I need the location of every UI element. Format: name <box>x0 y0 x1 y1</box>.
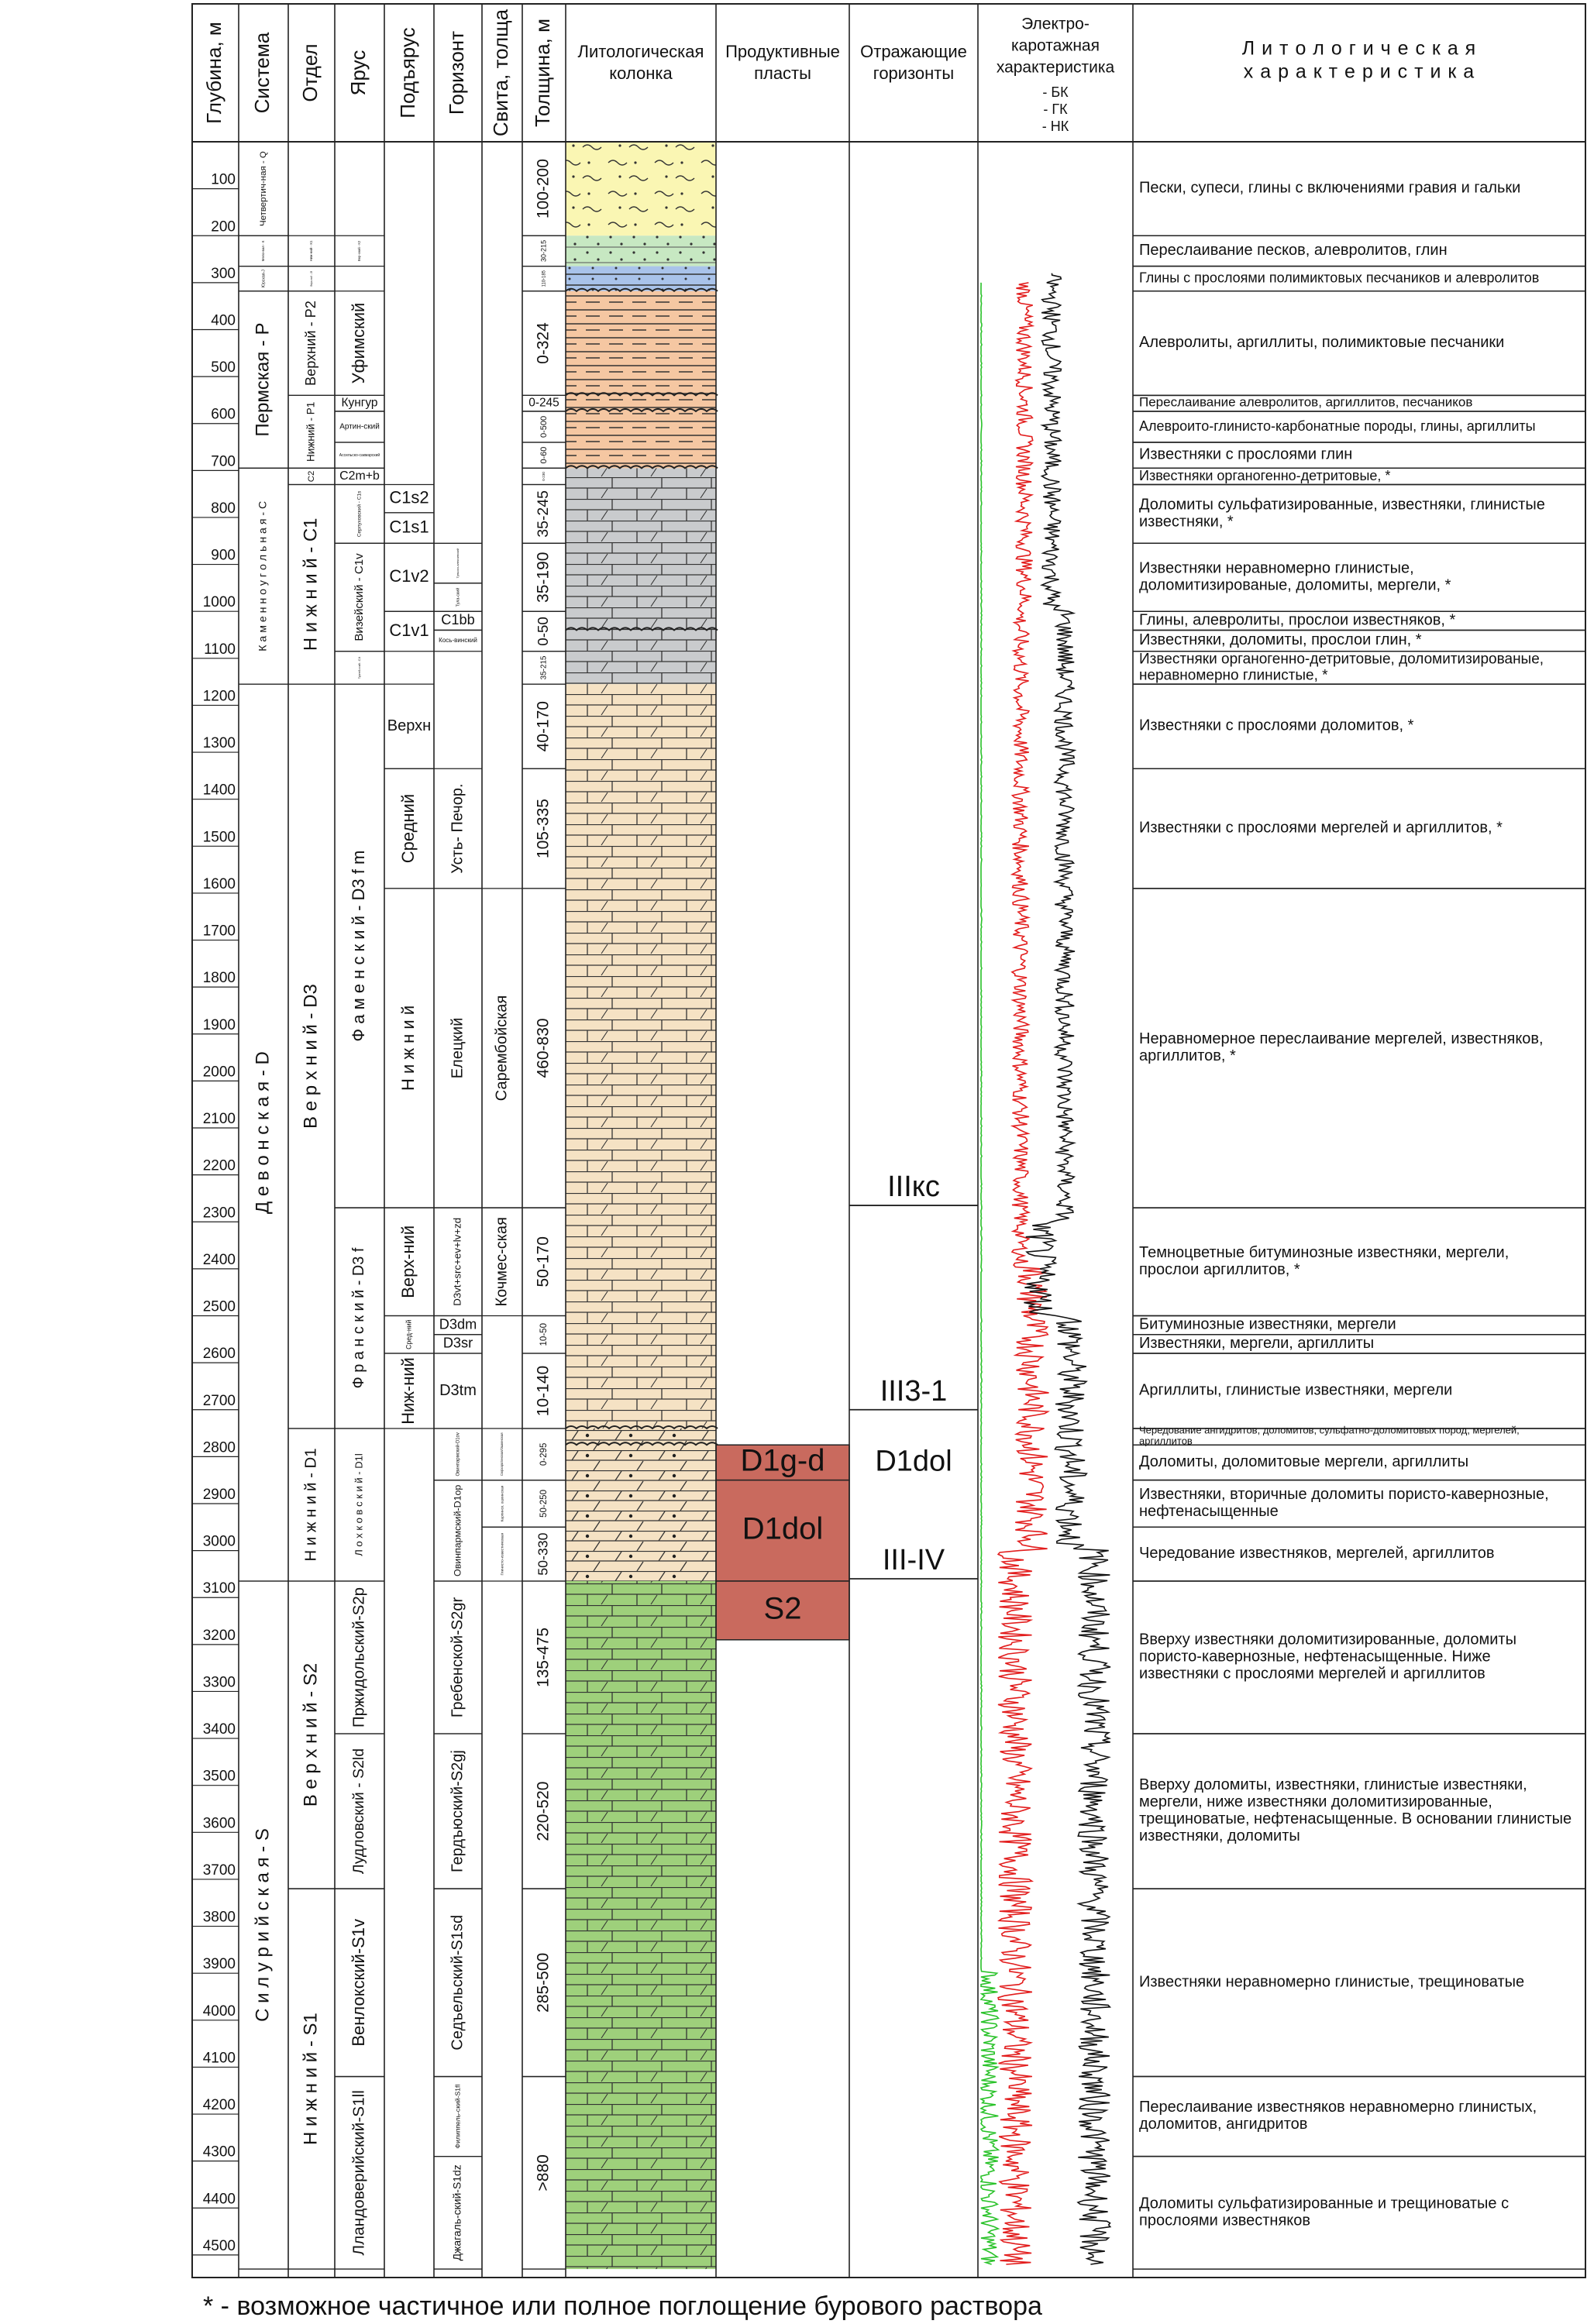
depth-tick: 1400 <box>202 782 236 799</box>
depth-tick: 500 <box>211 359 236 376</box>
legend-entry: - ГК <box>1043 101 1068 117</box>
depth-tick: 600 <box>211 406 236 423</box>
stages-label: Лландоверийский-S1ll <box>349 2090 368 2256</box>
lithology-description: Аргиллиты, глинистые известняки, мергели <box>1139 1381 1453 1399</box>
lithology-description: Известняки, вторичные доломиты пористо-кавернозные, нефтенасыщенные <box>1139 1486 1549 1521</box>
lithology-description: Темноцветные битуминозные известняки, мергели, прослои аргиллитов, * <box>1139 1244 1510 1279</box>
systems-label: С и л у р и й с к а я - S <box>252 1828 274 2022</box>
header-suite: Свита, толща <box>488 9 512 137</box>
stages-label: Вер-хний - К2 <box>357 240 362 262</box>
thickness-label: 220-520 <box>534 1781 553 1841</box>
substages-label: Верх-ний <box>398 1225 418 1298</box>
lithology-description: Переслаивание алевролитов, аргиллитов, песчаников <box>1139 395 1473 411</box>
sections-label: Верх-ний - J3 <box>309 270 313 287</box>
depth-tick: 300 <box>211 265 236 282</box>
depth-tick: 3300 <box>202 1674 236 1691</box>
lithology-description: Неравномерное переслаивание мергелей, известняков, аргиллитов, * <box>1139 1030 1544 1065</box>
depth-tick: 2500 <box>202 1298 236 1315</box>
systems-label: К а м е н н о у г о л ь н а я - С <box>256 500 269 651</box>
header-reflecting: горизонты <box>873 63 955 83</box>
stages-label: Турней-ский - С1t <box>357 656 361 679</box>
header-lithology-column: колонка <box>609 63 673 83</box>
depth-tick: 4300 <box>202 2144 236 2161</box>
nk-log-curve <box>981 283 999 2264</box>
horizons-label: D3vt+src+ev+lv+zd <box>451 1217 463 1306</box>
lithology-description: Известняки, доломиты, прослои глин, * <box>1139 631 1422 649</box>
header-substage: Подъярус <box>395 27 419 119</box>
stages-label: Визейский - С1v <box>352 553 366 641</box>
substages-label: Средний <box>398 793 418 864</box>
depth-tick: 1800 <box>202 970 236 987</box>
thickness-label: 10-50 <box>539 1322 549 1346</box>
substages-label: Ниж-ний <box>398 1357 418 1425</box>
depth-tick: 1000 <box>202 594 236 611</box>
horizons-label: Джагаль-ский-S1dz <box>450 2164 463 2261</box>
lithology-description: Известняки органогенно-детритовые, * <box>1139 467 1391 483</box>
thickness-label: 50-250 <box>539 1489 549 1518</box>
thickness-label: >880 <box>534 2154 553 2192</box>
depth-tick: 3700 <box>202 1862 236 1879</box>
stages-label: Лудловский - S2ld <box>350 1748 368 1875</box>
horizons-label: Тула-ский <box>456 587 461 607</box>
depth-tick: 100 <box>211 171 236 188</box>
depth-tick: 1300 <box>202 735 236 752</box>
thickness-label: 0-230 <box>542 472 546 481</box>
thickness-label: 0-50 <box>534 617 551 646</box>
stages-label: Кунгур <box>341 396 378 410</box>
lithology-description: Доломиты, доломитовые мергели, аргиллиты <box>1139 1453 1469 1471</box>
stages-label: Артин-ский <box>339 422 380 431</box>
header-electro: характеристика <box>996 58 1115 77</box>
depth-tick: 2000 <box>202 1064 236 1081</box>
thickness-label: 50-330 <box>535 1532 551 1576</box>
thickness-label: 135-475 <box>534 1627 553 1688</box>
header-stage: Ярус <box>346 50 370 96</box>
lithology-description: Чередование ангидритов, доломитов, сульфатно-доломитовых пород, мергелей, аргиллитов <box>1139 1424 1520 1448</box>
substages-label: С1s2 <box>389 487 429 507</box>
thickness-label: 35-215 <box>539 655 549 680</box>
horizons-label: D3sr <box>442 1335 473 1351</box>
suites-label: Кочмес-ская <box>493 1217 511 1307</box>
thickness-label: 460-830 <box>534 1018 553 1078</box>
thickness-label: 0-324 <box>534 322 553 364</box>
stages-label: Венлокский-S1v <box>348 1918 368 2047</box>
legend-entry: - НК <box>1041 118 1069 134</box>
thickness-label: 105-335 <box>534 799 553 859</box>
thickness-label: 110-185 <box>542 270 547 287</box>
substages-label: Н и ж н и й <box>398 1005 418 1092</box>
thickness-label: 35-190 <box>534 552 553 603</box>
header-electro: каротажная <box>1011 36 1100 55</box>
thickness-label: 0-245 <box>528 396 559 410</box>
suites-label: Карпинск. ошкинская <box>501 1485 505 1522</box>
lithology-description: Известняки с прослоями глин <box>1139 445 1353 463</box>
lithology-description: Переслаивание известняков неравномерно глинистых, доломитов, ангидритов <box>1139 2099 1537 2133</box>
horizons-label: Овинпармский-D1ov <box>456 1432 461 1477</box>
lithology-description: Известняки, мергели, аргиллиты <box>1139 1335 1375 1353</box>
productive-label: S2 <box>763 1591 802 1626</box>
stages-label: Ф р а н с к и й - D3 f <box>350 1247 368 1389</box>
productive-label: D1g-d <box>740 1443 825 1478</box>
litho-band <box>566 266 716 291</box>
stages-label: Ф а м е н с к и й - D3 f m <box>348 850 368 1042</box>
substages-label: Сред-ний <box>404 1319 413 1349</box>
thickness-label: 0-60 <box>539 446 549 464</box>
reflecting-horizon-label: D1dol <box>875 1445 952 1478</box>
depth-tick: 3200 <box>202 1627 236 1644</box>
thickness-label: 285-500 <box>534 1952 553 2013</box>
horizons-label: Кось-винский <box>439 637 477 645</box>
depth-tick: 900 <box>211 547 236 564</box>
depth-tick: 2300 <box>202 1205 236 1222</box>
depth-tick: 1600 <box>202 875 236 892</box>
depth-tick: 2200 <box>202 1157 236 1174</box>
header-depth: Глубина, м <box>201 22 225 124</box>
sections-label: С2 <box>307 470 317 483</box>
litho-band <box>566 142 716 235</box>
horizons-label: Седъельский-S1sd <box>449 1914 466 2051</box>
header-lithology-desc: Л и т о л о г и ч е с к а я <box>1241 37 1477 60</box>
depth-tick: 4200 <box>202 2097 236 2114</box>
depth-tick: 3800 <box>202 1909 236 1926</box>
depth-tick: 2700 <box>202 1392 236 1409</box>
sections-label: Верхний - Р2 <box>302 301 318 387</box>
depth-tick: 4400 <box>202 2191 236 2208</box>
stages-label: Серпуховский - С1s <box>356 490 363 538</box>
litho-band <box>566 235 716 266</box>
horizons-label: D3dm <box>439 1316 477 1332</box>
depth-tick: 2900 <box>202 1486 236 1503</box>
horizons-label: Гердъюский-S2gj <box>449 1750 466 1872</box>
suites-label: Сюрхаратинская/Ошкинская <box>500 1432 504 1477</box>
lithology-description: Вверху доломиты, известняки, глинистые известняки, мергели, ниже известняки доломитизированные, трещиноватые, нефтенасыщенные. В основании глинистые известняки, доломиты <box>1139 1776 1572 1845</box>
header-lithology-column: Литологическая <box>577 41 704 61</box>
thickness-label: 40-170 <box>534 701 553 752</box>
litho-band <box>566 684 716 1428</box>
depth-tick: 200 <box>211 218 236 235</box>
header-section: Отдел <box>298 43 322 102</box>
sections-label: В е р х н и й - D3 <box>300 984 322 1129</box>
thickness-label: 35-245 <box>535 490 553 538</box>
header-thickness: Толщина, м <box>530 19 554 127</box>
footnote: * - возможное частичное или полное поглощение бурового раствора <box>203 2291 1042 2321</box>
thickness-label: 30-215 <box>539 239 548 262</box>
horizons-label: D3tm <box>439 1381 477 1399</box>
lithology-description: Известняки органогенно-детритовые, доломитизированые, неравномерно глинистые, * <box>1139 651 1544 684</box>
sections-label: Н и ж н и й - D1 <box>302 1448 320 1562</box>
lithology-description: Глины с прослоями полимиктовых песчаников и алевролитов <box>1139 270 1540 286</box>
depth-tick: 3500 <box>202 1768 236 1785</box>
depth-tick: 1100 <box>204 641 236 658</box>
suites-label: Глинисто-известняковая <box>501 1532 505 1576</box>
lithology-description: Алевроито-глинисто-карбонатные породы, глины, аргиллиты <box>1139 418 1536 434</box>
depth-tick: 700 <box>211 453 236 470</box>
depth-tick: 4100 <box>202 2050 236 2067</box>
litho-band <box>566 1581 716 2269</box>
header-horizon: Горизонт <box>444 30 468 115</box>
systems-label: Мело-вая - К <box>261 240 266 262</box>
horizons-label: Овинпармский-D1op <box>452 1484 463 1576</box>
reflecting-horizon-label: III-IV <box>882 1544 945 1577</box>
systems-label: Д е в о н с к а я - D <box>252 1051 274 1214</box>
substages-label: С1v1 <box>389 620 429 640</box>
depth-tick: 3900 <box>202 1956 236 1973</box>
sections-label: Н и ж н и й - С1 <box>300 517 322 651</box>
lithology-description: Известняки с прослоями мергелей и аргиллитов, * <box>1139 819 1503 837</box>
reflecting-horizon-label: III3-1 <box>880 1374 948 1408</box>
horizons-label: С1bb <box>441 612 475 628</box>
horizons-label: Елецкий <box>449 1017 466 1079</box>
horizons-label: Филиппель-ский-S1fl <box>453 2084 462 2149</box>
stages-label: Ассельско-сакмарский <box>339 452 380 458</box>
lithology-description: Глины, алевролиты, прослои известняков, * <box>1139 611 1456 629</box>
reflecting-horizon-label: IIIкс <box>887 1171 940 1204</box>
substages-label: Верхн <box>387 717 432 735</box>
stages-label: Л о х к о в с к и й - D1l <box>353 1453 365 1556</box>
litho-band <box>566 1428 716 1581</box>
depth-tick: 3400 <box>202 1721 236 1738</box>
horizons-label: Тульско-алексинский <box>456 548 460 579</box>
depth-tick: 4000 <box>202 2003 236 2020</box>
depth-tick: 1700 <box>202 923 236 940</box>
header-electro: Электро- <box>1021 15 1090 33</box>
depth-tick: 4500 <box>202 2237 236 2254</box>
depth-tick: 800 <box>211 500 236 517</box>
gk-log-curve <box>998 283 1049 2264</box>
depth-tick: 2600 <box>202 1346 236 1363</box>
lithology-description: Известняки неравномерно глинистые, трещиноватые <box>1139 1973 1525 1991</box>
thickness-label: 50-170 <box>534 1236 553 1287</box>
header-reflecting: Отражающие <box>860 41 967 61</box>
lithology-description: Вверху известняки доломитизированные, доломиты пористо-кавернозные, нефтенасыщенные. Ниже известняки с прослоями мергелей и аргиллитов <box>1139 1631 1516 1683</box>
header-productive: Продуктивные <box>725 41 840 61</box>
lithology-description: Известняки с прослоями доломитов, * <box>1139 717 1414 735</box>
horizons-label: Усть- Печор. <box>449 783 466 874</box>
header-lithology-desc: х а р а к т е р и с т и к а <box>1243 60 1475 83</box>
substages-label: С1s1 <box>389 517 429 537</box>
litho-band <box>566 291 716 469</box>
lithology-description: Чередование известняков, мергелей, аргиллитов <box>1139 1545 1495 1563</box>
lithology-description: Алевролиты, аргиллиты, полимиктовые песчаники <box>1139 334 1505 352</box>
depth-tick: 2100 <box>202 1111 236 1128</box>
thickness-label: 0-500 <box>539 415 549 438</box>
legend-entry: - БК <box>1042 84 1069 100</box>
header-system: Система <box>250 32 274 114</box>
lithology-description: Известняки неравномерно глинистые, доломитизированые, доломиты, мергели, * <box>1139 559 1451 594</box>
sections-label: В е р х н и й - S2 <box>300 1662 322 1807</box>
sections-label: Ниж-ний - К1 <box>309 240 314 262</box>
depth-tick: 2400 <box>202 1251 236 1268</box>
productive-label: D1dol <box>742 1511 824 1546</box>
depth-tick: 1500 <box>202 829 236 846</box>
systems-label: Юрская-J <box>261 270 267 288</box>
header-productive: пласты <box>754 63 811 83</box>
stages-label: С2m+b <box>339 469 380 483</box>
depth-tick: 3600 <box>202 1815 236 1832</box>
sections-label: Нижний - Р1 <box>305 401 317 462</box>
depth-tick: 3100 <box>202 1580 236 1597</box>
lithology-description: Пески, супеси, глины с включениями гравия и гальки <box>1139 179 1521 197</box>
lithology-description: Доломиты сульфатизированные, известняки, глинистые известняки, * <box>1139 496 1545 531</box>
horizons-label: Гребенской-S2gr <box>449 1597 466 1718</box>
depth-tick: 3000 <box>202 1533 236 1550</box>
depth-tick: 2800 <box>202 1439 236 1456</box>
thickness-label: 10-140 <box>534 1365 553 1417</box>
lithology-description: Переслаивание песков, алевролитов, глин <box>1139 242 1448 260</box>
substages-label: С1v2 <box>389 566 429 586</box>
thickness-label: 100-200 <box>534 159 553 219</box>
systems-label: Четвертич-ная - Q <box>259 151 269 227</box>
lithology-description: Битуминозные известняки, мергели <box>1139 1315 1396 1333</box>
depth-tick: 1200 <box>202 688 236 705</box>
thickness-label: 0-295 <box>539 1442 549 1466</box>
systems-label: Пермская - Р <box>252 322 274 437</box>
depth-tick: 1900 <box>202 1016 236 1033</box>
stages-label: Уфимский <box>348 302 368 384</box>
depth-tick: 400 <box>211 312 236 329</box>
stages-label: Пржидольский-S2p <box>350 1587 368 1728</box>
sections-label: Н и ж н и й - S1 <box>300 2013 322 2146</box>
suites-label: Сарембойская <box>493 995 511 1102</box>
lithology-description: Доломиты сульфатизированные и трещиноватые с прослоями известняков <box>1139 2195 1510 2229</box>
litho-band <box>566 468 716 684</box>
